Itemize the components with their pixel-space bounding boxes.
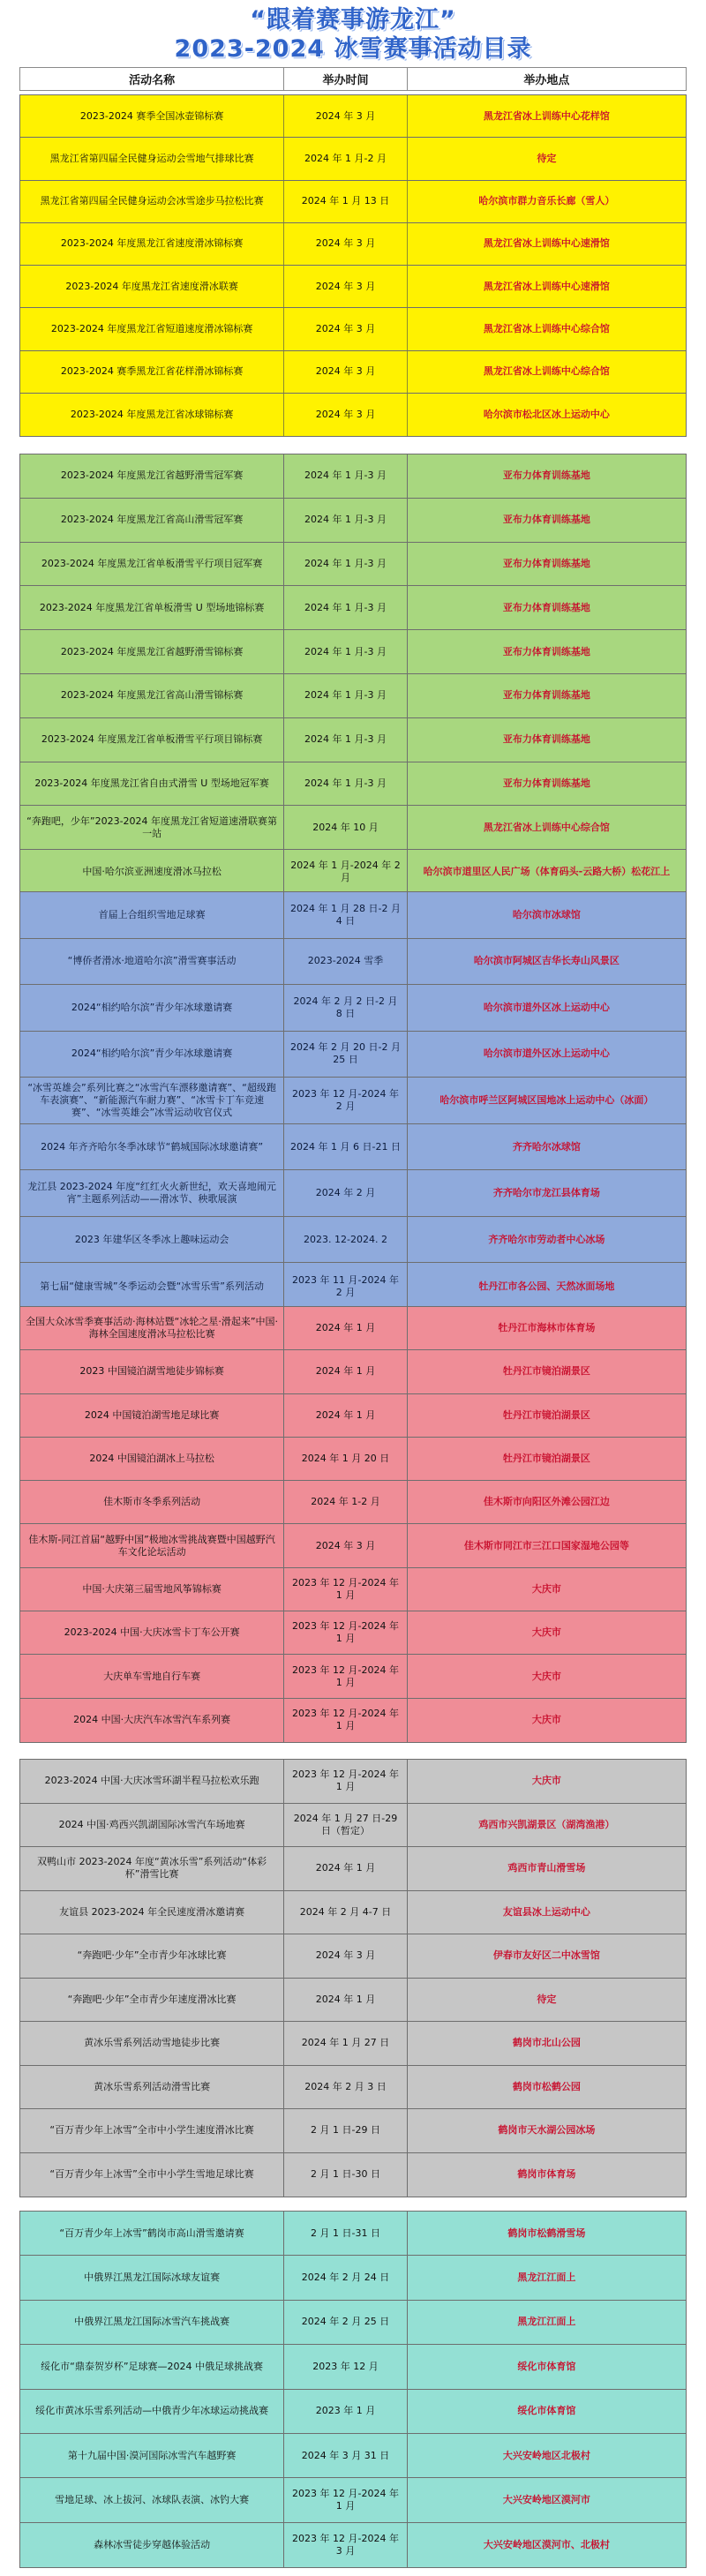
event-name: 2024“相约哈尔滨”青少年冰球邀请赛: [20, 1032, 284, 1078]
table-row: [20, 2153, 686, 2197]
event-name: 全国大众冰雪季赛事活动·海林站暨“冰轮之星·滑起来”中国·海林全国速度滑冰马拉松比赛: [20, 1307, 284, 1349]
event-name: 2024“相约哈尔滨”青少年冰球邀请赛: [20, 985, 284, 1031]
event-venue: 亚布力体育训练基地: [502, 557, 590, 569]
event-venue: 鹤岗市北山公园: [512, 2037, 581, 2049]
table-row: [20, 1611, 686, 1655]
event-time: 2024 年 1 月 28 日-2 月 4 日: [284, 892, 408, 938]
event-time: 2024 年 2 月: [284, 1170, 408, 1216]
event-time: 2023 年 12 月: [284, 2345, 408, 2388]
table-row: [20, 718, 686, 762]
event-name: 黄冰乐雪系列活动滑雪比赛: [20, 2066, 284, 2109]
event-venue: 亚布力体育训练基地: [502, 733, 590, 746]
event-venue: 黑龙江省冰上训练中心速滑馆: [483, 280, 610, 292]
event-venue: 齐齐哈尔市龙江县体育场: [492, 1187, 600, 1199]
table-row: [20, 1699, 686, 1742]
event-time: 2023 年 11 月-2024 年 2 月: [284, 1263, 408, 1310]
table-row: [20, 1481, 686, 1524]
table-row: [20, 850, 686, 894]
table-row: [20, 2212, 686, 2256]
event-time: 2024 年 3 月: [284, 266, 408, 307]
event-name: 2024 中国镜泊湖冰上马拉松: [20, 1438, 284, 1480]
event-name: 2023-2024 赛季全国冰壶锦标赛: [20, 95, 284, 137]
event-venue: 大兴安岭地区漠河市: [502, 2493, 590, 2505]
event-venue: 黑龙江省冰上训练中心综合馆: [483, 365, 610, 378]
event-venue: 亚布力体育训练基地: [502, 469, 590, 482]
event-time: 2024 年 3 月: [284, 308, 408, 349]
event-time: 2024 年 3 月: [284, 223, 408, 265]
event-time: 2024 年 1 月: [284, 1350, 408, 1393]
table-row: [20, 454, 686, 499]
table-row: [20, 138, 686, 180]
event-name: 第十九届中国·漠河国际冰雪汽车越野赛: [20, 2434, 284, 2477]
table-row: [20, 586, 686, 630]
event-venue: 黑龙江江面上: [517, 2272, 576, 2284]
event-time: 2024 年 1 月-3 月: [284, 674, 408, 717]
event-name: 佳木斯市冬季系列活动: [20, 1481, 284, 1523]
table-row: [20, 394, 686, 436]
event-name: 2023-2024 年度黑龙江省高山滑雪冠军赛: [20, 499, 284, 542]
event-time: 2024 年 1 月-2024 年 2 月: [284, 850, 408, 894]
event-venue: 哈尔滨市阿城区吉华长寿山风景区: [473, 955, 620, 967]
table-row: [20, 2478, 686, 2522]
event-venue: 牡丹江市镜泊湖景区: [502, 1453, 590, 1465]
event-venue: 哈尔滨市群力音乐长廊（雪人）: [478, 195, 615, 207]
event-venue: 鹤岗市松鹤滑雪场: [507, 2227, 586, 2239]
event-time: 2023 年 12 月-2024 年 1 月: [284, 1655, 408, 1697]
event-name: 2023-2024 年度黑龙江省冰球锦标赛: [20, 394, 284, 436]
event-name: 黄冰乐雪系列活动雪地徒步比赛: [20, 2022, 284, 2065]
event-name: “冰雪英雄会”系列比赛之“冰雪汽车漂移邀请赛”、“超级跑车表演赛”、“新能源汽车耐力赛”、“冰雪卡丁车竞速赛”、“冰雪英雄会”冰雪运动收官仪式: [20, 1078, 284, 1123]
event-name: 2024 中国·鸡西兴凯湖国际冰雪汽车场地赛: [20, 1804, 284, 1847]
table-row: [20, 2256, 686, 2300]
event-name: 2023-2024 年度黑龙江省自由式滑雪 U 型场地冠军赛: [20, 762, 284, 806]
event-time: 2024 年 1 月-3 月: [284, 630, 408, 673]
table-row: [20, 2301, 686, 2345]
event-venue: 亚布力体育训练基地: [502, 689, 590, 702]
event-time: 2024 年 3 月: [284, 1524, 408, 1566]
event-venue: 大庆市: [531, 1775, 561, 1787]
event-time: 2023 年 12 月-2024 年 3 月: [284, 2523, 408, 2567]
event-name: 2023-2024 中国·大庆冰雪卡丁车公开赛: [20, 1611, 284, 1654]
event-time: 2024 年 1 月-3 月: [284, 718, 408, 762]
event-time: 2024 年 1 月 6 日-21 日: [284, 1124, 408, 1170]
table-row: [20, 2390, 686, 2434]
event-venue: 大庆市: [531, 1670, 561, 1682]
event-name: 中国·大庆第三届雪地风筝锦标赛: [20, 1568, 284, 1611]
event-name: 2023-2024 赛季黑龙江省花样滑冰锦标赛: [20, 351, 284, 393]
event-time: 2024 年 3 月: [284, 95, 408, 137]
event-name: 第七届“健康雪城”冬季运动会暨“冰雪乐雪”系列活动: [20, 1263, 284, 1310]
event-venue: 大庆市: [531, 1714, 561, 1726]
event-time: 2024 年 1 月 13 日: [284, 181, 408, 222]
table-row: [20, 985, 686, 1032]
event-time: 2024 年 1 月-3 月: [284, 543, 408, 586]
table-row: [20, 2109, 686, 2153]
event-name: “百万青少年上冰雪”全市中小学生雪地足球比赛: [20, 2153, 284, 2197]
event-time: 2024 年 1 月 20 日: [284, 1438, 408, 1480]
table-row: [20, 1847, 686, 1891]
table-row: [20, 2066, 686, 2110]
event-venue: 佳木斯市同江市三江口国家湿地公园等: [463, 1539, 629, 1551]
table-row: [20, 2022, 686, 2066]
event-time: 2 月 1 日-29 日: [284, 2109, 408, 2152]
event-name: 首届上合组织雪地足球赛: [20, 892, 284, 938]
event-venue: 黑龙江省冰上训练中心速滑馆: [483, 237, 610, 250]
event-time: 2024 年 1 月-3 月: [284, 499, 408, 542]
event-venue: 大庆市: [531, 1626, 561, 1639]
event-time: 2024 年 2 月 20 日-2 月 25 日: [284, 1032, 408, 1078]
table-row: [20, 1263, 686, 1310]
event-venue: 牡丹江市镜泊湖景区: [502, 1365, 590, 1378]
event-name: 佳木斯-同江首届“越野中国”极地冰雪挑战赛暨中国越野汽车文化论坛活动: [20, 1524, 284, 1566]
section-pink-mudanjiang-daqing-events: [19, 1306, 687, 1743]
event-name: “百万青少年上冰雪”鹤岗市高山滑雪邀请赛: [20, 2212, 284, 2255]
event-name: 2023-2024 年度黑龙江省单板滑雪平行项目锦标赛: [20, 718, 284, 762]
table-row: [20, 351, 686, 394]
event-venue: 哈尔滨市冰球馆: [512, 908, 581, 920]
event-name: 绥化市“鼎泰贺岁杯”足球赛—2024 中俄足球挑战赛: [20, 2345, 284, 2388]
table-row: [20, 806, 686, 850]
event-name: “奔跑吧，少年”2023-2024 年度黑龙江省短道速滑联赛第一站: [20, 806, 284, 849]
table-row: [20, 499, 686, 543]
column-header-time: 举办时间: [284, 68, 408, 90]
event-time: 2023 年 12 月-2024 年 2 月: [284, 1078, 408, 1123]
event-time: 2024 年 10 月: [284, 806, 408, 849]
event-name: 森林冰雪徒步穿越体验活动: [20, 2523, 284, 2567]
table-row: [20, 1524, 686, 1567]
event-name: 2023-2024 年度黑龙江省单板滑雪 U 型场地锦标赛: [20, 586, 284, 629]
event-name: 2023-2024 年度黑龙江省单板滑雪平行项目冠军赛: [20, 543, 284, 586]
event-venue: 待定: [537, 152, 557, 164]
event-venue: 大庆市: [531, 1582, 561, 1595]
table-row: [20, 223, 686, 266]
table-row: [20, 762, 686, 807]
table-row: [20, 1760, 686, 1804]
event-time: 2024 年 1 月-2 月: [284, 138, 408, 179]
table-row: [20, 1032, 686, 1078]
event-venue: 绥化市体育馆: [517, 2405, 576, 2417]
table-row: [20, 2345, 686, 2389]
event-time: 2023 年 12 月-2024 年 1 月: [284, 1568, 408, 1611]
event-time: 2024 年 1 月-3 月: [284, 586, 408, 629]
event-venue: 鹤岗市体育场: [517, 2168, 576, 2181]
table-row: [20, 266, 686, 308]
event-time: 2 月 1 日-31 日: [284, 2212, 408, 2255]
event-time: 2024 年 1 月-3 月: [284, 762, 408, 806]
event-name: 2023 中国镜泊湖雪地徒步锦标赛: [20, 1350, 284, 1393]
event-time: 2024 年 2 月 25 日: [284, 2301, 408, 2344]
event-venue: 牡丹江市镜泊湖景区: [502, 1408, 590, 1421]
table-row: [20, 1307, 686, 1350]
event-time: 2 月 1 日-30 日: [284, 2153, 408, 2197]
event-venue: 鹤岗市松鹤公园: [512, 2080, 581, 2092]
event-venue: 大兴安岭地区漠河市、北极村: [483, 2538, 610, 2550]
event-venue: 鸡西市青山滑雪场: [507, 1862, 586, 1874]
event-time: 2023 年 12 月-2024 年 1 月: [284, 2478, 408, 2521]
event-name: 中俄界江黑龙江国际冰雪汽车挑战赛: [20, 2301, 284, 2344]
section-teal-heihe-daxinganling-events: [19, 2211, 687, 2568]
event-time: 2024 年 1 月: [284, 1394, 408, 1437]
event-venue: 哈尔滨市松北区冰上运动中心: [483, 408, 610, 420]
event-name: “奔跑吧·少年”全市青少年速度滑冰比赛: [20, 1979, 284, 2022]
event-time: 2023. 12-2024. 2: [284, 1217, 408, 1263]
event-name: 2023-2024 年度黑龙江省速度滑冰锦标赛: [20, 223, 284, 265]
event-venue: 待定: [537, 1993, 557, 2005]
event-name: 2024 中国镜泊湖雪地足球比赛: [20, 1394, 284, 1437]
event-time: 2023-2024 雪季: [284, 939, 408, 985]
event-venue: 友谊县冰上运动中心: [502, 1905, 590, 1918]
event-name: 黑龙江省第四届全民健身运动会雪地气排球比赛: [20, 138, 284, 179]
event-name: 2023-2024 中国·大庆冰雪环湖半程马拉松欢乐跑: [20, 1760, 284, 1803]
event-name: “百万青少年上冰雪”全市中小学生速度滑冰比赛: [20, 2109, 284, 2152]
table-header: [19, 67, 687, 91]
event-name: 中俄界江黑龙江国际冰球友谊赛: [20, 2256, 284, 2299]
event-time: 2023 年 1 月: [284, 2390, 408, 2433]
event-name: 龙江县 2023-2024 年度“红红火火新世纪，欢天喜地闹元宵”主题系列活动——滑冰节、秧歌展演: [20, 1170, 284, 1216]
event-time: 2024 年 1-2 月: [284, 1481, 408, 1523]
table-row: [20, 1078, 686, 1124]
event-venue: 黑龙江省冰上训练中心综合馆: [483, 821, 610, 833]
event-venue: 佳木斯市向阳区外滩公园江边: [483, 1496, 610, 1508]
event-time: 2024 年 1 月-3 月: [284, 454, 408, 498]
event-venue: 鸡西市兴凯湖景区（湖湾渔港）: [478, 1818, 615, 1830]
table-row: [20, 2523, 686, 2567]
table-row: [20, 543, 686, 587]
event-name: “博侨者滑冰·地道哈尔滨”滑雪赛事活动: [20, 939, 284, 985]
event-name: 黑龙江省第四届全民健身运动会冰雪途步马拉松比赛: [20, 181, 284, 222]
event-name: 友谊县 2023-2024 年全民速度滑冰邀请赛: [20, 1891, 284, 1934]
event-time: 2024 年 1 月 27 日-29 日（暂定）: [284, 1804, 408, 1847]
event-time: 2024 年 2 月 4-7 日: [284, 1891, 408, 1934]
table-row: [20, 2434, 686, 2478]
table-row: [20, 308, 686, 350]
table-row: [20, 892, 686, 939]
event-venue: 牡丹江市海林市体育场: [498, 1322, 596, 1334]
event-name: 2023-2024 年度黑龙江省越野滑雪冠军赛: [20, 454, 284, 498]
event-venue: 哈尔滨市呼兰区阿城区国地冰上运动中心（冰面）: [439, 1093, 654, 1106]
event-time: 2024 年 3 月 31 日: [284, 2434, 408, 2477]
table-row: [20, 1804, 686, 1848]
event-venue: 亚布力体育训练基地: [502, 601, 590, 613]
column-header-name: 活动名称: [20, 68, 284, 90]
table-row: [20, 1655, 686, 1698]
event-name: 雪地足球、冰上拔河、冰球队表演、冰钓大赛: [20, 2478, 284, 2521]
table-row: [20, 939, 686, 986]
section-yellow-provincial-events: [19, 94, 687, 437]
table-row: [20, 1934, 686, 1979]
table-row: [20, 1217, 686, 1264]
event-time: 2024 年 1 月: [284, 1979, 408, 2022]
event-name: 2023-2024 年度黑龙江省速度滑冰联赛: [20, 266, 284, 307]
event-name: 双鸭山市 2023-2024 年度“黄冰乐雪”系列活动“体彩杯”滑雪比赛: [20, 1847, 284, 1890]
event-venue: 亚布力体育训练基地: [502, 645, 590, 657]
section-blue-harbin-qiqihar-events: [19, 891, 687, 1311]
event-venue: 绥化市体育馆: [517, 2360, 576, 2372]
event-name: 2024 年齐齐哈尔冬季冰球节“鹤城国际冰球邀请赛”: [20, 1124, 284, 1170]
event-venue: 哈尔滨市道里区人民广场（体育码头-云路大桥）松花江上: [423, 866, 671, 878]
event-time: 2024 年 1 月: [284, 1307, 408, 1349]
table-row: [20, 1891, 686, 1935]
event-name: 中国·哈尔滨亚洲速度滑冰马拉松: [20, 850, 284, 894]
event-venue: 黑龙江省冰上训练中心花样馆: [483, 109, 610, 122]
event-name: 2023 年建华区冬季冰上趣味运动会: [20, 1217, 284, 1263]
event-venue: 黑龙江江面上: [517, 2316, 576, 2328]
event-venue: 牡丹江市各公园、天然冰面场地: [478, 1280, 615, 1292]
page-header: [0, 0, 706, 69]
table-row: [20, 181, 686, 223]
event-venue: 亚布力体育训练基地: [502, 777, 590, 789]
event-venue: 鹤岗市天水湖公园冰场: [498, 2124, 596, 2137]
event-name: 大庆单车雪地自行车赛: [20, 1655, 284, 1697]
event-venue: 黑龙江省冰上训练中心综合馆: [483, 322, 610, 334]
event-name: “奔跑吧·少年”全市青少年冰球比赛: [20, 1934, 284, 1978]
event-venue: 亚布力体育训练基地: [502, 514, 590, 526]
event-time: 2024 年 1 月: [284, 1847, 408, 1890]
table-row: [20, 1124, 686, 1171]
event-venue: 齐齐哈尔冰球馆: [512, 1140, 581, 1153]
event-venue: 大兴安岭地区北极村: [502, 2449, 590, 2461]
section-gray-jixi-hegang-events: [19, 1759, 687, 2197]
event-time: 2024 年 3 月: [284, 1934, 408, 1978]
table-row: [20, 1350, 686, 1393]
table-row: [20, 1394, 686, 1438]
table-row: [20, 95, 686, 138]
table-row: [20, 1438, 686, 1481]
event-time: 2024 年 2 月 24 日: [284, 2256, 408, 2299]
table-row: [20, 1568, 686, 1611]
event-name: 2023-2024 年度黑龙江省短道速度滑冰锦标赛: [20, 308, 284, 349]
event-venue: 伊春市友好区二中冰雪馆: [492, 1949, 600, 1962]
event-venue: 哈尔滨市道外区冰上运动中心: [483, 1048, 610, 1060]
event-time: 2024 年 1 月 27 日: [284, 2022, 408, 2065]
event-time: 2023 年 12 月-2024 年 1 月: [284, 1611, 408, 1654]
event-venue: 哈尔滨市道外区冰上运动中心: [483, 1001, 610, 1013]
table-row: [20, 674, 686, 718]
event-time: 2023 年 12 月-2024 年 1 月: [284, 1699, 408, 1742]
section-green-yabuli-events: [19, 454, 687, 895]
event-time: 2024 年 2 月 3 日: [284, 2066, 408, 2109]
table-row: [20, 1170, 686, 1217]
event-name: 2023-2024 年度黑龙江省高山滑雪锦标赛: [20, 674, 284, 717]
event-name: 2024 中国·大庆汽车冰雪汽车系列赛: [20, 1699, 284, 1742]
column-header-venue: 举办地点: [523, 74, 570, 87]
page-title: 2023-2024 冰雪赛事活动目录: [174, 35, 532, 63]
table-row: [20, 630, 686, 674]
event-time: 2024 年 3 月: [284, 351, 408, 393]
event-venue: 齐齐哈尔市劳动者中心冰场: [488, 1233, 605, 1245]
table-row: [20, 1979, 686, 2023]
event-name: 2023-2024 年度黑龙江省越野滑雪锦标赛: [20, 630, 284, 673]
event-name: 绥化市黄冰乐雪系列活动—中俄青少年冰球运动挑战赛: [20, 2390, 284, 2433]
event-time: 2024 年 3 月: [284, 394, 408, 436]
event-time: 2024 年 2 月 2 日-2 月 8 日: [284, 985, 408, 1031]
event-time: 2023 年 12 月-2024 年 1 月: [284, 1760, 408, 1803]
page-title-slogan: “跟着赛事游龙江”: [250, 6, 456, 34]
